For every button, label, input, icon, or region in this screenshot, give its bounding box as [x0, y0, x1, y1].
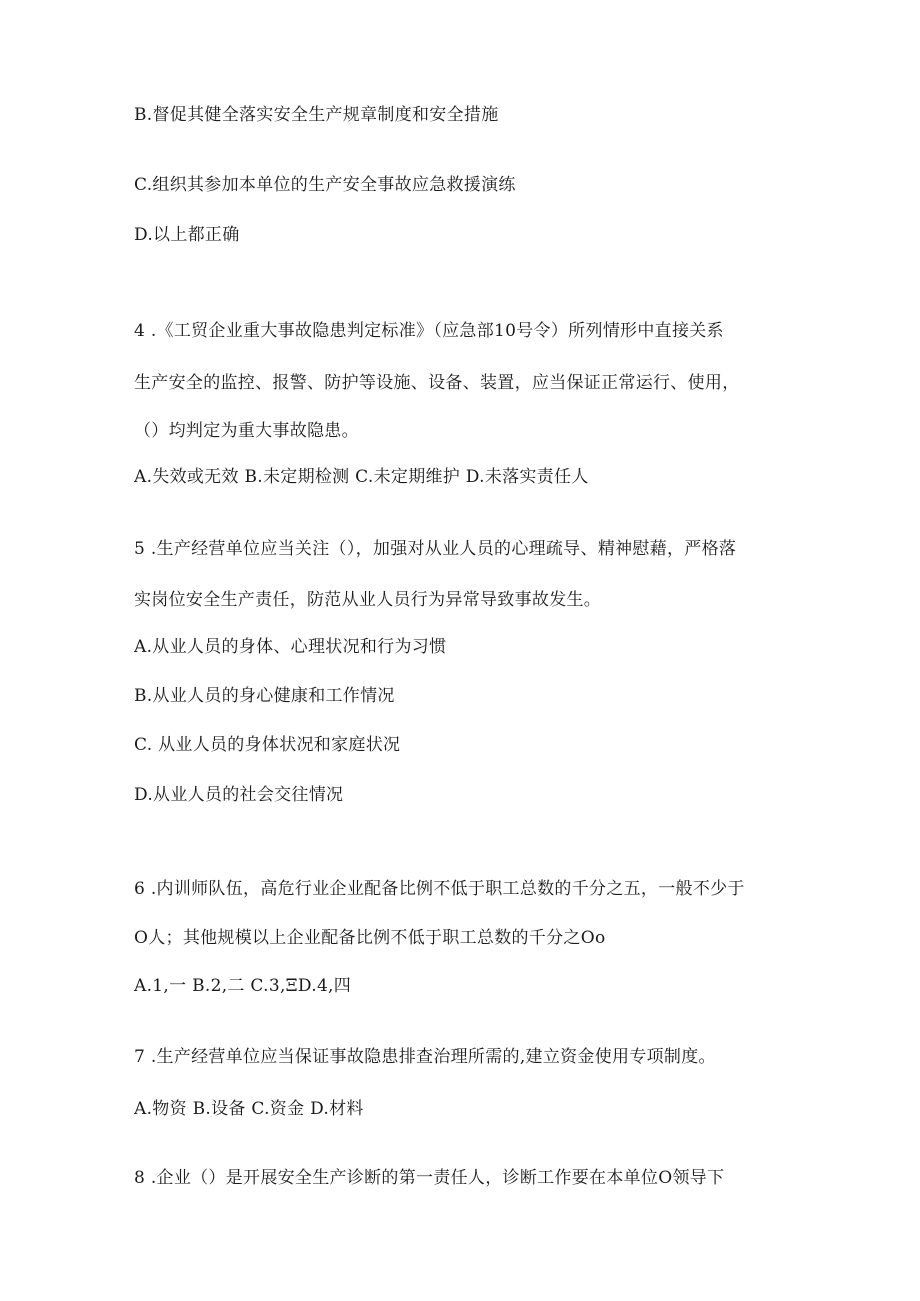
question-8-line-1: 8 .企业（）是开展安全生产诊断的第一责任人，诊断工作要在本单位O领导下 [134, 1168, 725, 1188]
question-6-line-1: 6 .内训师队伍，高危行业企业配备比例不低于职工总数的千分之五，一般不少于 [134, 879, 745, 899]
option-d-q3: D.以上都正确 [134, 225, 240, 245]
question-5-line-1: 5 .生产经营单位应当关注（），加强对从业人员的心理疏导、精神慰藉，严格落 [134, 539, 737, 559]
option-b-q3: B.督促其健全落实安全生产规章制度和安全措施 [134, 105, 499, 125]
option-a-q5: A.从业人员的身体、心理状况和行为习惯 [134, 637, 447, 657]
question-6-options: A.1,一 B.2,二 C.3,ΞD.4,四 [134, 976, 352, 996]
question-5-line-2: 实岗位安全生产责任，防范从业人员行为异常导致事故发生。 [134, 590, 602, 610]
question-4-line-1: 4 .《工贸企业重大事故隐患判定标准》（应急部10号令）所列情形中直接关系 [134, 321, 724, 341]
option-b-q5: B.从业人员的身心健康和工作情况 [134, 686, 395, 706]
question-4-line-3: （）均判定为重大事故隐患。 [134, 421, 359, 441]
question-4-options: A.失效或无效 B.未定期检测 C.未定期维护 D.未落实责任人 [134, 467, 589, 487]
question-4-line-2: 生产安全的监控、报警、防护等设施、设备、装置，应当保证正常运行、使用， [134, 373, 740, 393]
question-6-line-2: O人；其他规模以上企业配备比例不低于职工总数的千分之Oo [134, 928, 606, 948]
option-c-q5: C. 从业人员的身体状况和家庭状况 [134, 735, 401, 755]
option-c-q3: C.组织其参加本单位的生产安全事故应急救援演练 [134, 175, 516, 195]
question-7-line-1: 7 .生产经营单位应当保证事故隐患排查治理所需的,建立资金使用专项制度。 [134, 1047, 716, 1067]
option-d-q5: D.从业人员的社会交往情况 [134, 785, 344, 805]
question-7-options: A.物资 B.设备 C.资金 D.材料 [134, 1099, 364, 1119]
